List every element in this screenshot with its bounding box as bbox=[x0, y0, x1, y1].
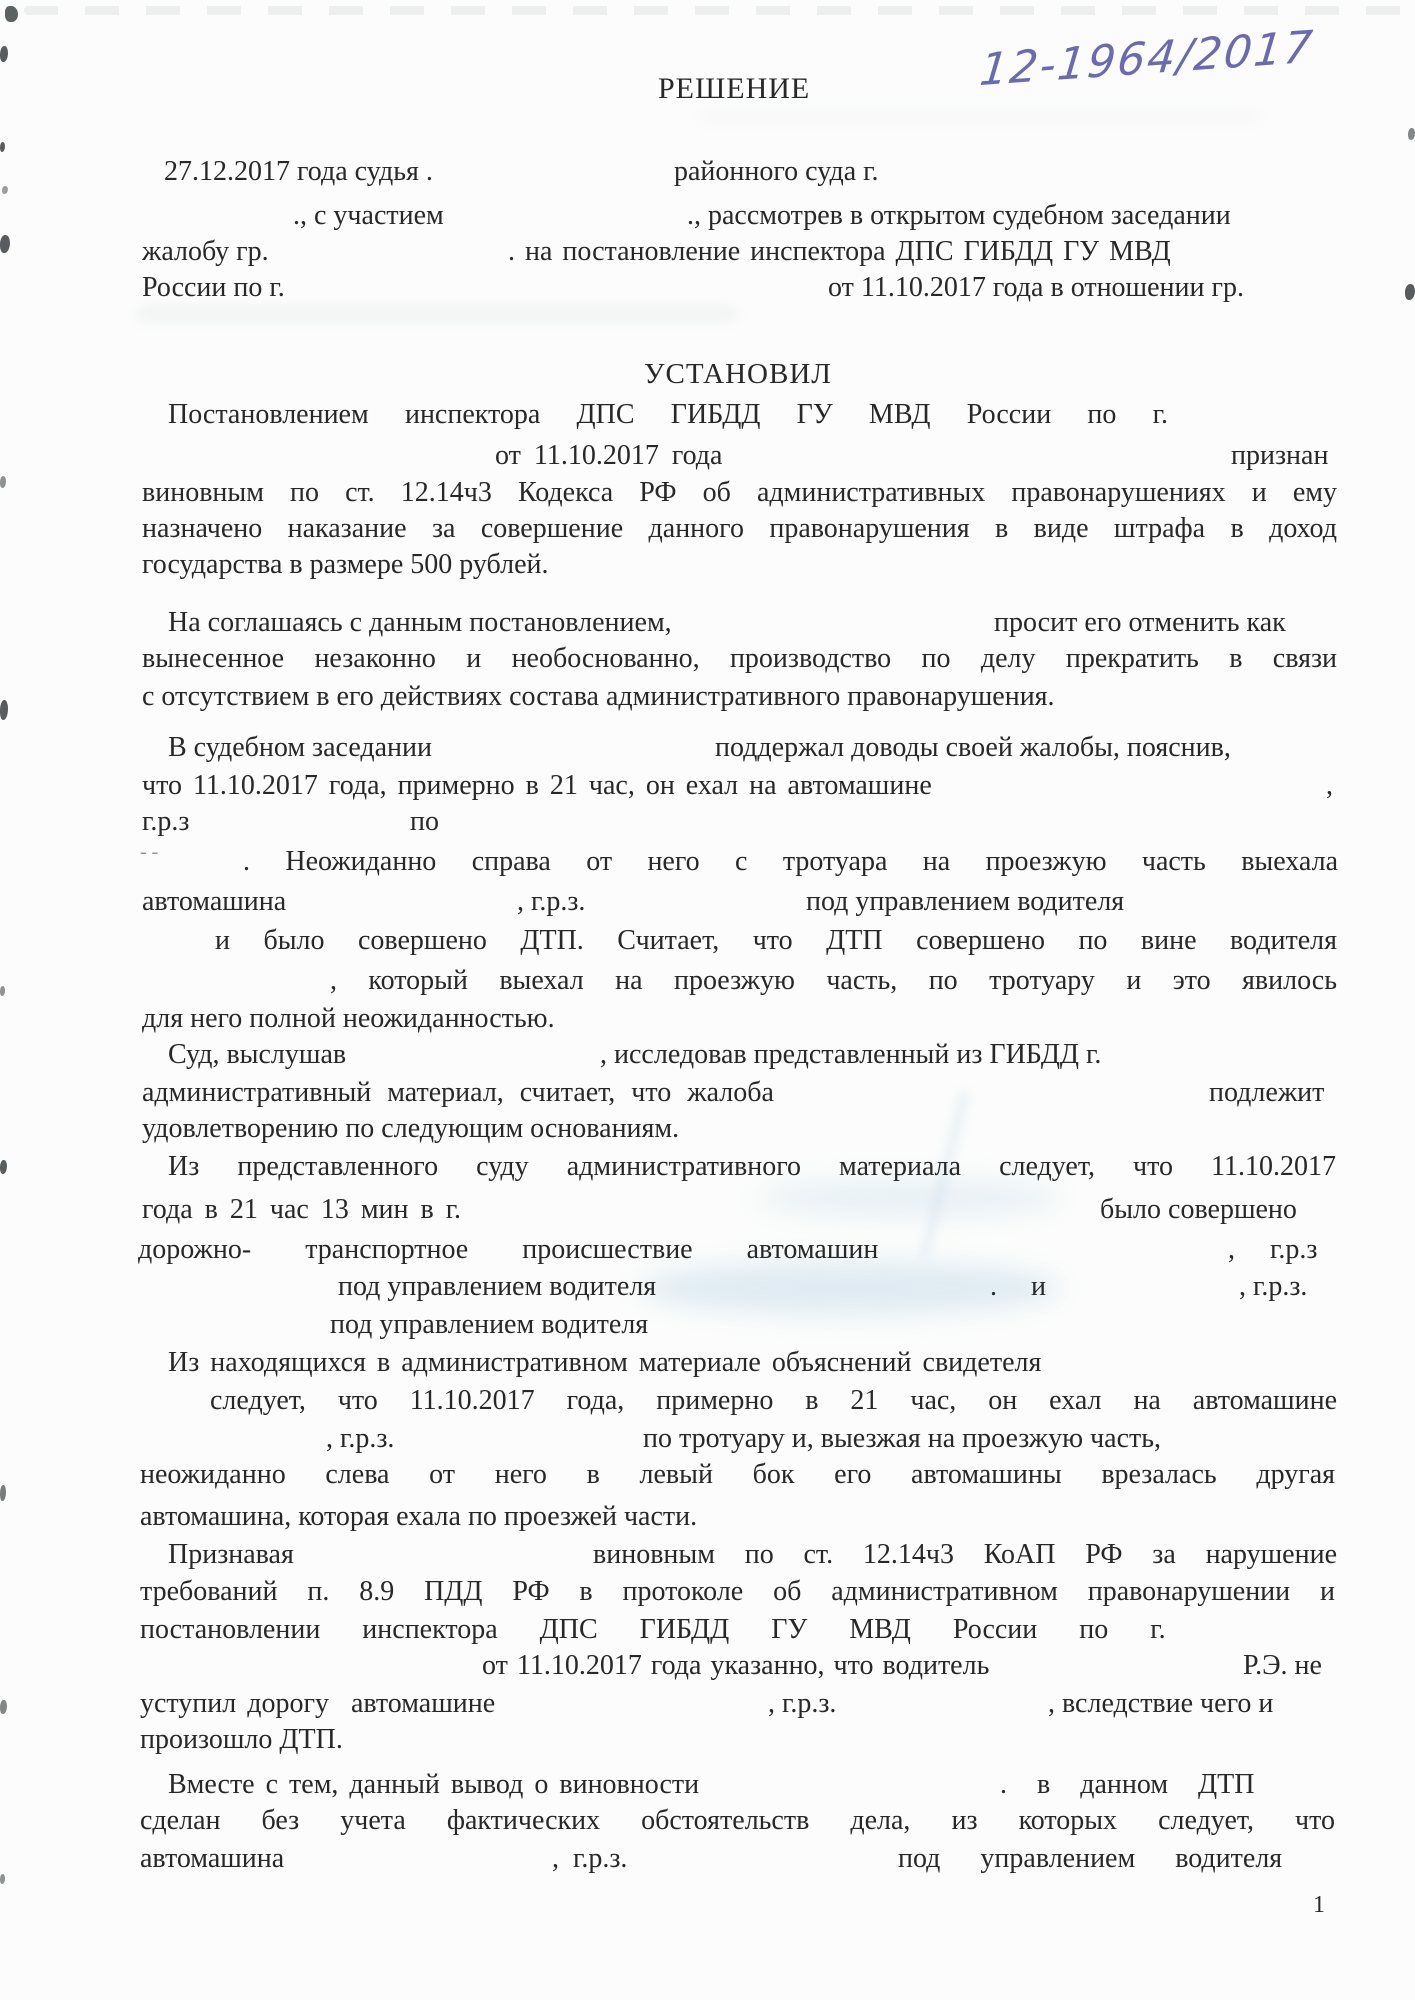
text-line: автомашина bbox=[140, 1843, 285, 1874]
ink-bleed-smudge bbox=[640, 1262, 1060, 1314]
text-line: требований п. 8.9 ПДД РФ в протоколе об административном правонарушении и bbox=[140, 1576, 1335, 1607]
section-heading: УСТАНОВИЛ bbox=[644, 358, 832, 390]
text-line: На соглашаясь с данным постановлением, bbox=[168, 607, 672, 638]
doc-title: РЕШЕНИЕ bbox=[658, 72, 811, 105]
text-line: сделан без учета фактических обстоятельств дела, из которых следует, что bbox=[140, 1805, 1335, 1836]
text-line: 27.12.2017 года судья . bbox=[164, 156, 433, 187]
text-line: , который выехал на проезжую часть, по тротуару и это явилось bbox=[330, 965, 1337, 996]
text-line: Постановлением инспектора ДПС ГИБДД ГУ МВД России по г. bbox=[168, 399, 1168, 430]
text-line: по тротуару и, выезжая на проезжую часть, bbox=[643, 1423, 1162, 1454]
scan-speck bbox=[0, 1874, 5, 1884]
text-line: , исследовав представленный из ГИБДД г. bbox=[600, 1039, 1102, 1070]
page-number: 1 bbox=[1313, 1892, 1325, 1918]
text-line: Вместе с тем, данный вывод о виновности bbox=[168, 1769, 700, 1800]
scan-speck bbox=[0, 476, 6, 488]
text-line: удовлетворению по следующим основаниям. bbox=[142, 1113, 680, 1144]
text-line: России по г. bbox=[142, 272, 285, 303]
text-line: произошло ДТП. bbox=[140, 1724, 343, 1755]
scan-corner-blob bbox=[5, 6, 18, 22]
text-line: , г.р.з. bbox=[326, 1423, 395, 1454]
scan-speck bbox=[0, 142, 5, 152]
text-line: Суд, выслушав bbox=[168, 1039, 347, 1070]
text-line: следует, что 11.10.2017 года, примерно в 21 час, он ехал на автомашине bbox=[210, 1385, 1337, 1416]
text-line: Из представленного суду административного материала следует, что 11.10.2017 bbox=[168, 1151, 1336, 1182]
text-line: под управлением водителя bbox=[806, 886, 1125, 917]
text-line: . Неожиданно справа от него с тротуара на проезжую часть выехала bbox=[243, 846, 1338, 877]
scan-top-edge-band bbox=[24, 6, 1404, 15]
text-line: жалобу гр. bbox=[142, 236, 269, 267]
text-line: под управлением водителя bbox=[898, 1843, 1283, 1874]
text-line: и было совершено ДТП. Считает, что ДТП совершено по вине водителя bbox=[215, 925, 1337, 956]
text-line: поддержал доводы своей жалобы, пояснив, bbox=[715, 732, 1231, 763]
scan-speck bbox=[2, 186, 8, 194]
text-line: вынесенное незаконно и необоснованно, производство по делу прекратить в связи bbox=[142, 643, 1337, 674]
text-line: административный материал, считает, что жалоба bbox=[142, 1077, 774, 1108]
text-line: Р.Э. не bbox=[1243, 1650, 1322, 1681]
text-line: , г.р.з. bbox=[552, 1843, 628, 1874]
text-line: . на постановление инспектора ДПС ГИБДД ГУ МВД bbox=[508, 236, 1171, 267]
text-line: Признавая bbox=[168, 1539, 294, 1570]
text-line: автомашина bbox=[142, 886, 287, 917]
text-line: под управлением водителя bbox=[338, 1271, 657, 1302]
text-line: года в 21 час 13 мин в г. bbox=[142, 1194, 462, 1225]
text-line: , г.р.з bbox=[1228, 1234, 1318, 1265]
scan-speck bbox=[0, 986, 5, 996]
text-line: назначено наказание за совершение данного правонарушения в виде штрафа в доход bbox=[142, 513, 1337, 544]
text-line: автомашина, которая ехала по проезжей части. bbox=[140, 1501, 698, 1532]
text-line: постановлении инспектора ДПС ГИБДД ГУ МВД России по г. bbox=[140, 1614, 1166, 1645]
text-line: уступил дорогу автомашине bbox=[140, 1688, 496, 1719]
ghost-text-smudge bbox=[137, 306, 737, 322]
text-line: от 11.10.2017 года в отношении гр. bbox=[828, 272, 1244, 303]
text-line: и bbox=[1031, 1271, 1046, 1302]
scan-speck bbox=[0, 46, 8, 62]
redaction-mark: - - bbox=[140, 841, 159, 863]
text-line: признан bbox=[1231, 440, 1329, 471]
text-line: было совершено bbox=[1100, 1194, 1297, 1225]
text-line: неожиданно слева от него в левый бок его автомашины врезалась другая bbox=[140, 1459, 1335, 1490]
case-number-handwritten: 12-1964/2017 bbox=[977, 21, 1317, 97]
text-line: подлежит bbox=[1209, 1077, 1325, 1108]
ghost-text-smudge bbox=[700, 112, 1260, 122]
text-line: ., рассмотрев в открытом судебном заседании bbox=[687, 200, 1231, 231]
text-line: что 11.10.2017 года, примерно в 21 час, он ехал на автомашине bbox=[142, 770, 932, 801]
text-line: , г.р.з. bbox=[768, 1688, 837, 1719]
text-line: просит его отменить как bbox=[994, 607, 1286, 638]
text-line: Из находящихся в административном материале объяснений свидетеля bbox=[168, 1347, 1042, 1378]
text-line: дорожно- транспортное происшествие автомашин bbox=[138, 1234, 879, 1265]
text-line: для него полной неожиданностью. bbox=[142, 1003, 555, 1034]
text-line: по bbox=[410, 806, 439, 837]
scan-speck bbox=[0, 235, 10, 253]
text-line: ., с участием bbox=[293, 200, 444, 231]
scan-speck bbox=[0, 700, 8, 720]
text-line: с отсутствием в его действиях состава административного правонарушения. bbox=[142, 681, 1055, 712]
text-line: районного суда г. bbox=[674, 156, 879, 187]
text-line: В судебном заседании bbox=[168, 732, 433, 763]
scan-speck bbox=[0, 1700, 7, 1714]
text-line: , bbox=[1326, 770, 1333, 801]
text-line: государства в размере 500 рублей. bbox=[142, 549, 549, 580]
ink-bleed-smudge bbox=[760, 1180, 1060, 1216]
scan-speck bbox=[0, 1485, 6, 1501]
text-line: от 11.10.2017 года bbox=[495, 440, 723, 471]
text-line: от 11.10.2017 года указанно, что водитель bbox=[482, 1650, 990, 1681]
text-line: . в данном ДТП bbox=[1000, 1769, 1255, 1800]
text-line: под управлением водителя bbox=[330, 1309, 649, 1340]
text-line: . bbox=[990, 1271, 997, 1302]
text-line: виновным по ст. 12.14ч3 Кодекса РФ об административных правонарушениях и ему bbox=[142, 477, 1337, 508]
text-line: , вследствие чего и bbox=[1048, 1688, 1274, 1719]
scan-speck bbox=[0, 1160, 7, 1174]
text-line: , г.р.з. bbox=[1239, 1271, 1308, 1302]
scan-speck bbox=[1408, 128, 1415, 140]
scan-speck bbox=[1405, 284, 1415, 300]
text-line: , г.р.з. bbox=[517, 886, 586, 917]
text-line: г.р.з bbox=[142, 806, 190, 837]
text-line: виновным по ст. 12.14ч3 КоАП РФ за нарушение bbox=[593, 1539, 1337, 1570]
